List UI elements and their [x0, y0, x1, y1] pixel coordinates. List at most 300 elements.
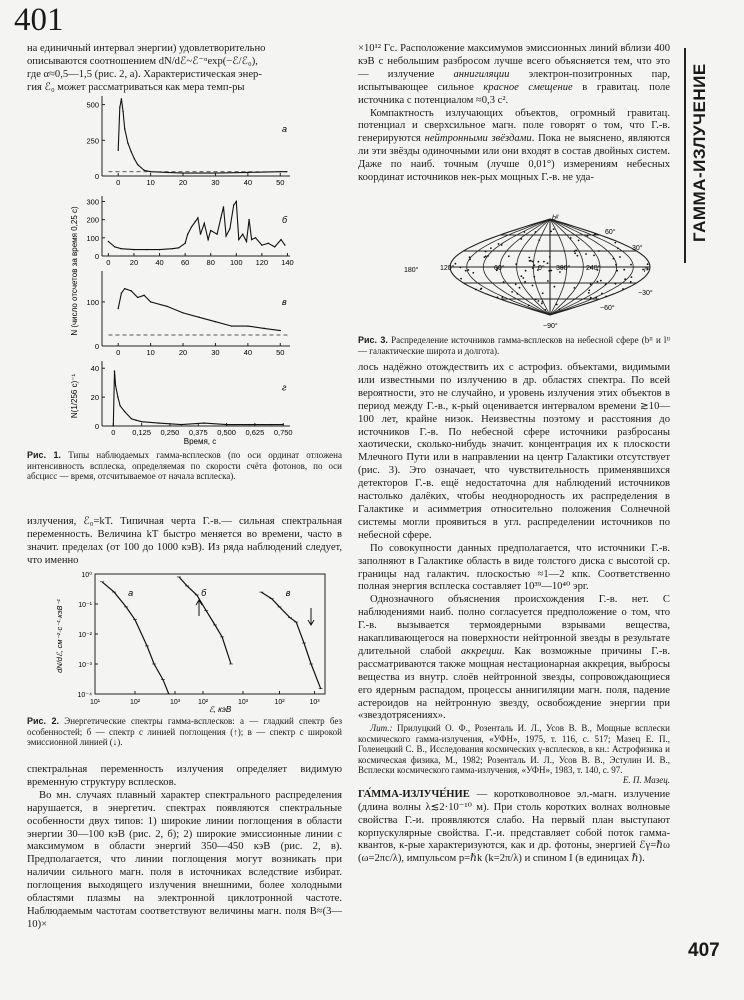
burst-source-dot — [585, 253, 587, 255]
data-point — [274, 246, 275, 247]
burst-source-dot — [538, 261, 540, 263]
page-number-top: 401 — [14, 2, 64, 38]
data-point — [159, 249, 160, 250]
caption-label: Рис. 2. — [27, 716, 60, 726]
lon-label: 60° — [494, 265, 505, 272]
y-tick-label: 10⁻¹ — [78, 602, 92, 609]
fig1-panel — [86, 271, 290, 357]
x-tick-label: 0,250 — [160, 428, 180, 437]
text: Однозначного объяснения происхождения Г.-в. нет. С наблюдениями наиб. полно согласуется предположение о том, что Г.-в. вызывается термоядерными взрывами вещества, накапливающегося на поверхности нейтронной звезды в результате длительной слабой — [358, 594, 670, 657]
caption-text: Энергетические спектры гамма-всплесков: а — гладкий спектр без особенностей; б — спектр с линией поглощения (↑); в — спектр с широкой эмиссионной линией (↓). — [27, 716, 342, 748]
data-point — [133, 249, 134, 250]
burst-source-dot — [532, 261, 534, 263]
x-tick-label: 0,750 — [273, 428, 293, 437]
fig1-xlabel: Время, с — [183, 437, 217, 446]
paragraph: лось надёжно отождествить их с астрофиз. объектами, видимыми или известными по излучению в др. областях спектра. По всей вероятности, это не случайно, и уровень излучения этих объектов в период между Г.-в., к-рый оценивается интервалом времени ≳10—100 лет, крайне низок. Неизвестны поэтому и расстояния до источников Г.-в. По небесной сфере источники разбросаны хаотически, сколько-нибудь значит. концентрация их к плоскости Млечного Пути или в направлении на центр Галактики отсутствует (рис. 3). Это означает, что чувствительность применявшихся детекторов Г.-в. ещё недостаточна для наблюдений источников настолько далёких, чтобы неоднородность их распределения в Галактике и асимметрия относительно положения Солнечной системы могли проявиться в угл. распределении источников по небесной сфере. — [358, 362, 670, 541]
burst-source-dot — [524, 231, 526, 233]
x-tick-label: 10² — [129, 699, 141, 706]
x-tick-label: 30 — [211, 178, 220, 187]
burst-source-dot — [549, 256, 551, 258]
caption-text: Типы наблюдаемых гамма-всплесков (по оси ординат отложена интенсивность всплеска, определяемая по скорости счёта фотонов, по оси абсцисс — время, отсчитываемое от начала всплеска). — [27, 450, 342, 482]
x-tick-label: 0 — [106, 258, 111, 267]
burst-source-dot — [469, 258, 471, 260]
data-point — [231, 325, 232, 326]
panel-label: б — [282, 215, 288, 225]
data-point — [236, 201, 237, 202]
data-point — [187, 233, 188, 234]
burst-source-dot — [508, 255, 510, 257]
data-point — [204, 223, 205, 224]
data-point — [207, 239, 208, 240]
data-point — [117, 396, 118, 397]
burst-source-dot — [519, 287, 521, 289]
lit-label: Лит.: — [370, 723, 393, 734]
burst-source-dot — [460, 267, 462, 269]
side-rule — [684, 48, 686, 263]
data-point — [197, 217, 198, 218]
series-label: б — [201, 588, 207, 598]
burst-source-dot — [538, 239, 540, 241]
data-point — [233, 204, 234, 205]
fig2-xlabel: ℰ, кэВ — [208, 705, 232, 714]
burst-source-dot — [542, 301, 544, 303]
x-tick-label: 10¹ — [89, 699, 101, 706]
data-point — [130, 151, 131, 152]
burst-source-dot — [554, 286, 556, 288]
lon-label: 240° — [586, 265, 601, 272]
burst-source-dot — [605, 296, 607, 298]
x-tick-label: 0 — [116, 348, 121, 357]
fig1-panel — [86, 96, 290, 187]
burst-source-dot — [501, 244, 503, 246]
x-tick-label: 10 — [146, 178, 155, 187]
data-point — [124, 288, 125, 289]
data-point — [191, 226, 192, 227]
term: нейтронными звёздами — [424, 133, 532, 145]
x-tick-label: 20 — [178, 348, 188, 357]
burst-source-dot — [533, 264, 535, 266]
burst-source-dot — [522, 277, 524, 279]
data-point — [122, 111, 123, 112]
data-point — [124, 411, 125, 412]
x-tick-label: 10 — [146, 348, 155, 357]
paragraph: спектральная переменность излучения определяет видимую временну́ю структуру всплесков. — [27, 764, 342, 788]
burst-source-dot — [623, 269, 625, 271]
left-paragraph-3 — [27, 764, 342, 932]
burst-source-dot — [600, 280, 602, 282]
data-point — [242, 233, 243, 234]
fig1-ylabel-top: N (число отсчетов за время 0,25 с) — [70, 206, 79, 336]
burst-source-dot — [595, 297, 597, 299]
data-point — [150, 301, 151, 302]
burst-source-dot — [490, 247, 492, 249]
burst-source-dot — [529, 260, 531, 262]
x-tick-label: 10³ — [237, 699, 249, 706]
burst-source-dot — [548, 270, 550, 272]
x-tick-label: 10² — [197, 699, 209, 706]
burst-source-dot — [588, 290, 590, 292]
burst-source-dot — [547, 280, 549, 282]
x-tick-label: 30 — [211, 348, 220, 357]
data-point — [166, 306, 167, 307]
burst-source-dot — [543, 261, 545, 263]
data-point — [143, 295, 144, 296]
text: Компактность излучающих объектов, огромный гравитац. потенциал и сверхсильное магн. поле говорят о том, что Г.-в. генерируются — [358, 107, 670, 145]
data-point — [131, 418, 132, 419]
burst-source-dot — [502, 296, 504, 298]
data-point — [223, 206, 224, 207]
text-line: где α≈0,5—1,5 (рис. 2, а). Характеристическая энер- — [27, 68, 262, 80]
text: в гравитац. поле источника с потенциалом ≈0,3 c². — [358, 81, 671, 106]
data-point — [158, 422, 159, 423]
panel-label: г — [282, 382, 287, 393]
burst-source-dot — [515, 263, 517, 265]
y-tick-label: 100 — [86, 297, 99, 307]
x-tick-label: 80 — [206, 258, 215, 267]
data-point — [124, 128, 125, 129]
y-tick-label: 20 — [90, 393, 99, 403]
figure-3-caption — [358, 335, 670, 356]
burst-source-dot — [533, 276, 535, 278]
burst-source-dot — [574, 287, 576, 289]
data-point — [120, 248, 121, 249]
right-column-bottom — [358, 362, 670, 866]
x-tick-label: 20 — [178, 178, 188, 187]
burst-source-dot — [587, 235, 589, 237]
data-point — [280, 239, 281, 240]
lon-label: 0° — [538, 265, 545, 272]
burst-source-dot — [556, 304, 558, 306]
burst-source-dot — [594, 233, 596, 235]
burst-source-dot — [590, 283, 592, 285]
lon-label: 180° — [404, 267, 419, 274]
data-point — [249, 424, 250, 425]
text-line: гия ℰ₀ может рассматриваться как мера темп-ры — [27, 81, 245, 93]
burst-source-dot — [550, 270, 552, 272]
data-point — [283, 424, 284, 425]
data-point — [182, 172, 183, 173]
running-title: ГАММА-ИЗЛУЧЕНИЕ — [690, 63, 709, 242]
data-point — [134, 158, 135, 159]
data-point — [248, 219, 249, 220]
data-point — [114, 246, 115, 247]
fig2-ylabel: dN/dℰ, см⁻²·с⁻¹·кэВ⁻¹ — [55, 599, 64, 673]
burst-source-dot — [631, 276, 633, 278]
burst-source-dot — [532, 285, 534, 287]
data-point — [118, 150, 119, 151]
data-point — [184, 243, 185, 244]
burst-source-dot — [465, 270, 467, 272]
burst-source-dot — [535, 231, 537, 233]
fig3-right-label: lᴵᴵ — [644, 267, 648, 274]
burst-source-dot — [598, 250, 600, 252]
data-point — [200, 233, 201, 234]
caption-label: Рис. 1. — [27, 450, 62, 460]
figure-1 — [60, 96, 300, 446]
data-point — [210, 230, 211, 231]
data-point — [203, 422, 204, 423]
y-tick-label: 10⁻⁴ — [77, 692, 92, 699]
entry-text: — коротковолновое эл.-магн. излучение (длина волны λ≲2·10⁻¹⁰ м). При столь коротких волнах волновые свойства Г.-и. проявляются слабо. На первый план выступают корпускулярные свойства. Г.-и. представляет собой поток гамма-квантов, к-рые характеризуются, как и др. фотоны, энергией ℰγ=ℏω (ω=2πc/λ), импульсом p=ℏk (k=2π/λ) и спином I (в единицах ℏ). — [358, 788, 670, 865]
lat-label: −60° — [600, 305, 615, 312]
text-line: описываются соотношением dN/dℰ~ℰ⁻ᵅexp(−ℰ/ℰ₀), — [27, 55, 258, 67]
burst-source-dot — [616, 270, 618, 272]
burst-source-dot — [624, 278, 626, 280]
data-point — [181, 424, 182, 425]
spectrum-line — [261, 592, 321, 689]
burst-source-dot — [524, 281, 526, 283]
lat-label: −30° — [638, 290, 653, 297]
burst-source-dot — [614, 242, 616, 244]
data-point — [226, 424, 227, 425]
fig1-ylabel-bottom: N(1/256 с)⁻¹ — [70, 373, 79, 419]
term: аннигиляции — [453, 68, 510, 80]
burst-source-dot — [647, 263, 649, 265]
lon-label: 120° — [440, 265, 455, 272]
data-point — [251, 239, 252, 240]
term: красное смещение — [483, 81, 573, 93]
data-point — [195, 221, 196, 222]
burst-source-dot — [469, 256, 471, 258]
x-tick-label: 20 — [129, 258, 139, 267]
data-point — [229, 228, 230, 229]
burst-source-dot — [484, 256, 486, 258]
data-point — [119, 405, 120, 406]
data-point — [108, 241, 109, 242]
burst-source-dot — [487, 255, 489, 257]
data-point — [113, 425, 114, 426]
data-point — [135, 420, 136, 421]
burst-source-dot — [535, 299, 537, 301]
text: . Как возможные причины Г.-в. рассматриваются также мощная нестационарная аккреция, выбросы вещества из внутр. слоёв нейтронной звезды, сопровождающиеся его ядерным распадом, процессы аннигиляции магн. поля, падение астероидов на нейтронную звезду, освобождение энергии при «звездотрясениях». — [358, 645, 670, 722]
burst-source-dot — [553, 228, 555, 230]
data-point — [215, 172, 216, 173]
y-tick-label: 0 — [94, 252, 99, 261]
y-tick-label: 100 — [86, 233, 99, 243]
burst-source-dot — [550, 231, 552, 233]
y-tick-label: 10⁻² — [78, 632, 92, 639]
burst-source-dot — [590, 297, 592, 299]
data-point — [268, 243, 269, 244]
burst-source-dot — [528, 257, 530, 259]
burst-source-dot — [521, 275, 523, 277]
data-point — [225, 235, 226, 236]
left-paragraph-2 — [27, 516, 342, 568]
data-point — [130, 290, 131, 291]
author: Е. П. Мазец. — [622, 775, 670, 786]
x-tick-label: 0 — [111, 428, 116, 437]
burst-source-dot — [570, 237, 572, 239]
left-column — [27, 43, 342, 95]
data-point — [215, 321, 216, 322]
burst-source-dot — [520, 238, 522, 240]
data-point — [216, 233, 217, 234]
data-point — [284, 244, 285, 245]
data-point — [280, 330, 281, 331]
data-point — [121, 292, 122, 293]
burst-source-dot — [593, 255, 595, 257]
data-point — [246, 241, 247, 242]
burst-source-dot — [480, 288, 482, 290]
caption-label: Рис. 3. — [358, 335, 388, 345]
burst-source-dot — [455, 263, 457, 265]
lon-label: 300° — [556, 265, 571, 272]
term: аккреции — [460, 645, 502, 657]
data-point — [114, 370, 115, 371]
data-point — [143, 170, 144, 171]
burst-source-dot — [497, 296, 499, 298]
series-label: а — [128, 588, 134, 598]
fig1-panel — [91, 361, 293, 437]
burst-source-dot — [532, 267, 534, 269]
data-point — [121, 98, 122, 99]
caption-text: Распределение источников гамма-всплесков на небесной сфере (bᴵᴵ и lᴵᴵ — галактические широта и долгота). — [358, 335, 670, 356]
burst-source-dot — [622, 288, 624, 290]
fig3-top-label: bᴵᴵ — [552, 215, 559, 222]
burst-source-dot — [630, 281, 632, 283]
burst-source-dot — [516, 293, 518, 295]
data-point — [127, 142, 128, 143]
page-number-bottom: 407 — [688, 940, 720, 961]
y-tick-label: 40 — [90, 364, 99, 374]
burst-source-dot — [542, 292, 544, 294]
y-tick-label: 10⁻³ — [78, 662, 92, 669]
data-point — [247, 172, 248, 173]
burst-source-dot — [597, 281, 599, 283]
x-tick-label: 50 — [276, 178, 285, 187]
x-tick-label: 0,500 — [217, 428, 236, 437]
burst-source-dot — [613, 258, 615, 260]
lat-label: −90° — [543, 323, 558, 330]
references: Прилуцкий О. Ф., Розенталь И. Л., Усов В. В., Мощные всплески космического гамма-излучения, «УФН», 1975, т. 116, с. 517; Мазец Е. П., Голенецкий С. В., Исследования космических γ-всплесков, в кн.: Астрофизика и космическая физика, М., 1982; Розенталь И. Л., Усов В. В., Эстулин И. В., Всплески космического гамма-излучения, «УФН», 1983, т. 140, с. 97. — [358, 723, 670, 775]
burst-source-dot — [615, 264, 617, 266]
text: . Пока не выяснено, являются ли эти звёзды одиночными или они входят в состав двойных систем. Даже по наиб. точным (лучше 0,01°) измерениям небесных координат источников нек-рых мощных Г.-в. не уда- — [358, 133, 670, 184]
burst-source-dot — [468, 269, 470, 271]
burst-source-dot — [574, 250, 576, 252]
x-tick-label: 0,625 — [245, 428, 265, 437]
data-line — [108, 202, 285, 250]
x-tick-label: 0 — [116, 178, 121, 187]
figure-1-caption — [27, 450, 342, 482]
burst-source-dot — [538, 300, 540, 302]
figure-2 — [40, 566, 330, 716]
burst-source-dot — [485, 251, 487, 253]
entry-headword: ГА́ММА-ИЗЛУЧЕ́НИЕ — [358, 788, 470, 800]
data-point — [137, 164, 138, 165]
data-point — [271, 424, 272, 425]
x-tick-label: 40 — [243, 348, 253, 357]
paragraph: По совокупности данных предполагается, что источники Г.-в. заполняют в Галактике область в виде толстого диска с высотой ср. границы над галактич. плоскостью ≈1—2 кпк. Соответственно полная энергия всплеска составляет 10³⁹—10⁴⁰ эрг. — [358, 542, 670, 593]
burst-source-dot — [541, 303, 543, 305]
y-tick-label: 250 — [86, 136, 99, 146]
burst-source-dot — [574, 252, 576, 254]
data-point — [141, 421, 142, 422]
data-point — [172, 248, 173, 249]
burst-source-dot — [575, 250, 577, 252]
data-point — [118, 308, 119, 309]
x-tick-label: 60 — [180, 258, 190, 267]
x-tick-label: 10³ — [169, 699, 181, 706]
data-point — [146, 249, 147, 250]
burst-source-dot — [511, 291, 513, 293]
paragraph: излучения, ℰ₀=kT. Типичная черта Г.-в.— сильная спектральная переменность. Величина kT быстро меняется во времени, часто в значит. пределах (от 100 до 1000 кэВ). Из ряда наблюдений следует, что именно — [27, 516, 342, 566]
data-point — [182, 312, 183, 313]
data-line — [118, 289, 280, 331]
data-point — [247, 325, 248, 326]
x-tick-label: 50 — [276, 348, 285, 357]
x-tick-label: 10² — [274, 699, 285, 706]
data-point — [178, 247, 179, 248]
series-label: в — [285, 588, 291, 598]
x-tick-label: 0,375 — [188, 428, 208, 437]
x-tick-label: 40 — [243, 178, 253, 187]
burst-source-dot — [630, 264, 632, 266]
burst-source-dot — [577, 255, 579, 257]
y-tick-label: 0 — [94, 422, 99, 431]
data-point — [137, 297, 138, 298]
burst-source-dot — [547, 262, 549, 264]
burst-source-dot — [605, 284, 607, 286]
data-point — [115, 385, 116, 386]
data-point — [220, 217, 221, 218]
burst-source-dot — [503, 281, 505, 283]
right-column-top — [358, 43, 670, 185]
fig1-panel — [86, 196, 293, 267]
x-tick-label: 100 — [230, 258, 243, 267]
x-tick-label: 140 — [281, 258, 294, 267]
paragraph: Во мн. случаях плавный характер спектрального распределения нарушается, в энергетич. спектрах появляются спектральные особенности двух типов: 1) широкие линии поглощения в области энергии 30—100 кэВ (рис. 2, б); 2) широкие эмиссионные линии с максимумом в области энергий 350—450 кэВ (рис. 2, в). Предполагается, что линии поглощения могут возникать при наличии сильного магн. поля в источниках вследствие избират. поглощения выходящего излучения внешними, более холодными областями плазмы на электронной циклотронной частоте. Наблюдаемым частотам соответствуют величины магн. поля B≈(3—10)× — [27, 789, 342, 930]
burst-source-dot — [601, 293, 603, 295]
spectrum-line — [102, 582, 169, 694]
burst-source-dot — [475, 289, 477, 291]
panel-label: а — [282, 124, 288, 134]
burst-source-dot — [588, 292, 590, 294]
x-tick-label: 10³ — [309, 699, 320, 706]
emission-arrow-icon — [308, 608, 314, 625]
data-point — [238, 239, 239, 240]
data-point — [261, 244, 262, 245]
lat-label: 60° — [605, 229, 616, 236]
y-tick-label: 300 — [86, 197, 99, 207]
burst-source-dot — [559, 309, 561, 311]
data-line — [113, 371, 283, 426]
lat-label: 30° — [632, 245, 643, 252]
burst-source-dot — [498, 243, 500, 245]
y-tick-label: 0 — [94, 172, 99, 181]
figure-2-caption — [27, 716, 342, 748]
y-tick-label: 10⁰ — [81, 572, 92, 579]
burst-source-dot — [578, 240, 580, 242]
burst-source-dot — [525, 270, 527, 272]
y-tick-label: 500 — [86, 100, 99, 110]
y-tick-label: 0 — [94, 342, 99, 351]
text: ×10¹² Гс. Расположение максимумов эмиссионных линий вблизи 400 кэВ с небольшим разбросом лучше всего объясняется тем, что это — излучение — [358, 43, 670, 80]
data-point — [263, 328, 264, 329]
data-point — [255, 237, 256, 238]
text-line: на единичный интервал энергии) удовлетворительно — [27, 43, 266, 54]
burst-source-dot — [472, 272, 474, 274]
burst-source-dot — [544, 309, 546, 311]
x-tick-label: 0,125 — [132, 428, 152, 437]
data-point — [119, 107, 120, 108]
burst-source-dot — [617, 247, 619, 249]
y-tick-label: 200 — [86, 215, 99, 225]
burst-source-dot — [515, 284, 517, 286]
x-tick-label: 120 — [255, 258, 269, 267]
burst-source-dot — [528, 305, 530, 307]
figure-3 — [400, 212, 680, 330]
panel-label: в — [282, 296, 287, 307]
